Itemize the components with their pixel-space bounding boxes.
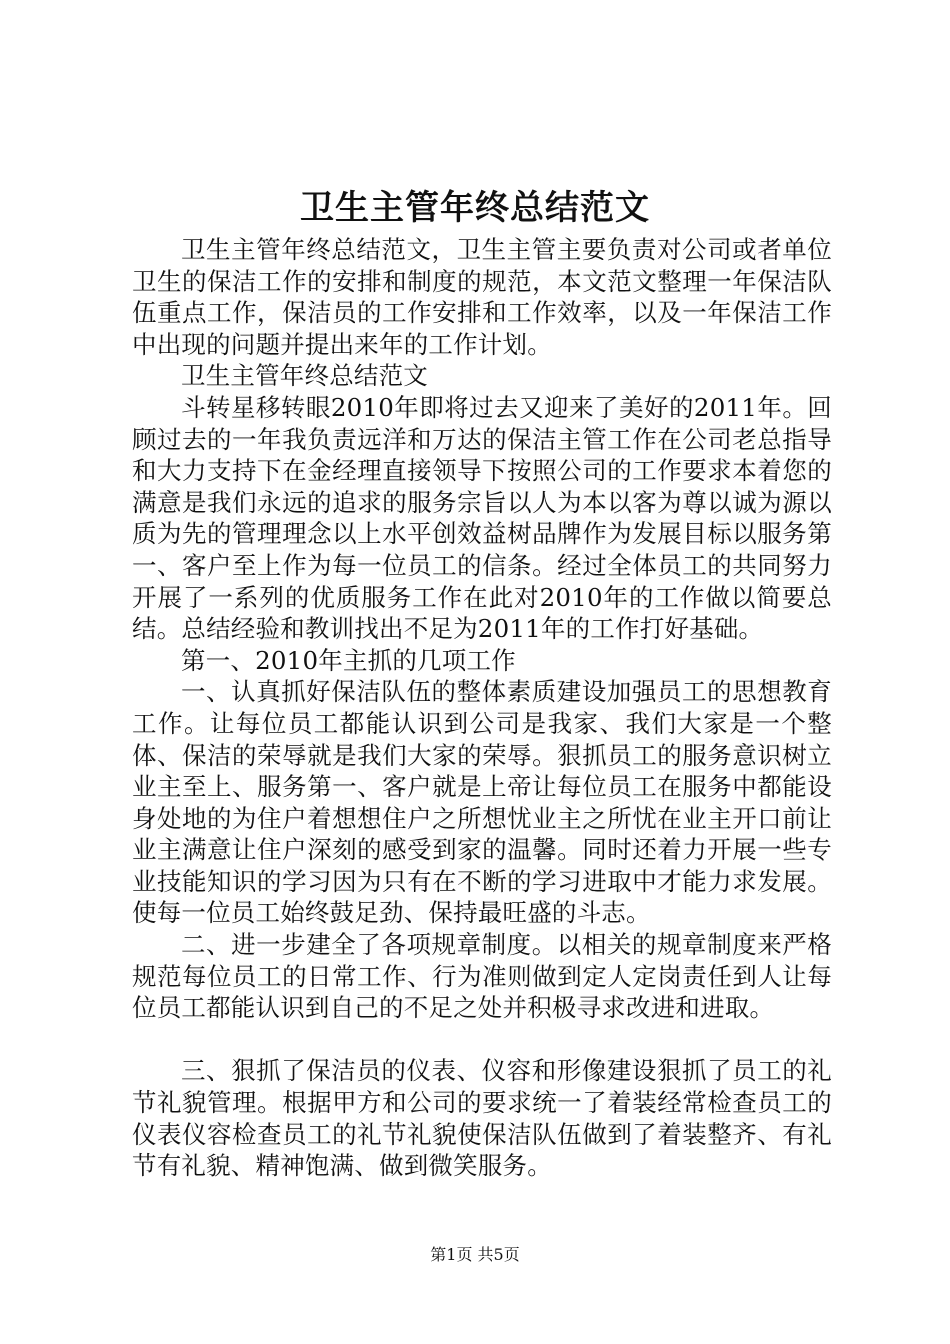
document-body bbox=[132, 234, 832, 1182]
document-title: 卫生主管年终总结范文 bbox=[300, 188, 650, 228]
page-number-footer: 第1页 共5页 bbox=[430, 1245, 520, 1264]
paragraph-intro: 卫生主管年终总结范文，卫生主管主要负责对公司或者单位卫生的保洁工作的安排和制度的规范，本文范文整理一年保洁队伍重点工作，保洁员的工作安排和工作效率，以及一年保洁工作中出现的问题并提出来年的工作计划。 bbox=[132, 235, 832, 359]
paragraph-section-heading: 第一、2010年主抓的几项工作 bbox=[181, 645, 516, 675]
paragraph-subtitle: 卫生主管年终总结范文 bbox=[181, 361, 428, 391]
paragraph-item-two: 二、进一步建全了各项规章制度。以相关的规章制度来严格规范每位员工的日常工作、行为准则做到定人定岗责任到人让每位员工都能认识到自己的不足之处并积极寻求改进和进取。 bbox=[132, 930, 832, 1023]
paragraph-item-one: 一、认真抓好保洁队伍的整体素质建设加强员工的思想教育工作。让每位员工都能认识到公司是我家、我们大家是一个整体、保洁的荣辱就是我们大家的荣辱。狠抓员工的服务意识树立业主至上、服务第一、客户就是上帝让每位员工在服务中都能设身处地的为住户着想想住户之所想忧业主之所忧在业主开口前让业主满意让住户深刻的感受到家的温馨。同时还着力开展一些专业技能知识的学习因为只有在不断的学习进取中才能力求发展。使每一位员工始终鼓足劲、保持最旺盛的斗志。 bbox=[132, 677, 832, 928]
paragraph-review: 斗转星移转眼2010年即将过去又迎来了美好的2011年。回顾过去的一年我负责远洋和万达的保洁主管工作在公司老总指导和大力支持下在金经理直接领导下按照公司的工作要求本着您的满意是我们永远的追求的服务宗旨以人为本以客为尊以诚为源以质为先的管理理念以上水平创效益树品牌作为发展目标以服务第一、客户至上作为每一位员工的信条。经过全体员工的共同努力开展了一系列的优质服务工作在此对2010年的工作做以简要总结。总结经验和教训找出不足为2011年的工作打好基础。 bbox=[132, 392, 832, 644]
paragraph-item-three: 三、狠抓了保洁员的仪表、仪容和形像建设狠抓了员工的礼节礼貌管理。根据甲方和公司的要求统一了着装经常检查员工的仪表仪容检查员工的礼节礼貌使保洁队伍做到了着装整齐、有礼节有礼貌、精神饱满、做到微笑服务。 bbox=[132, 1056, 832, 1181]
